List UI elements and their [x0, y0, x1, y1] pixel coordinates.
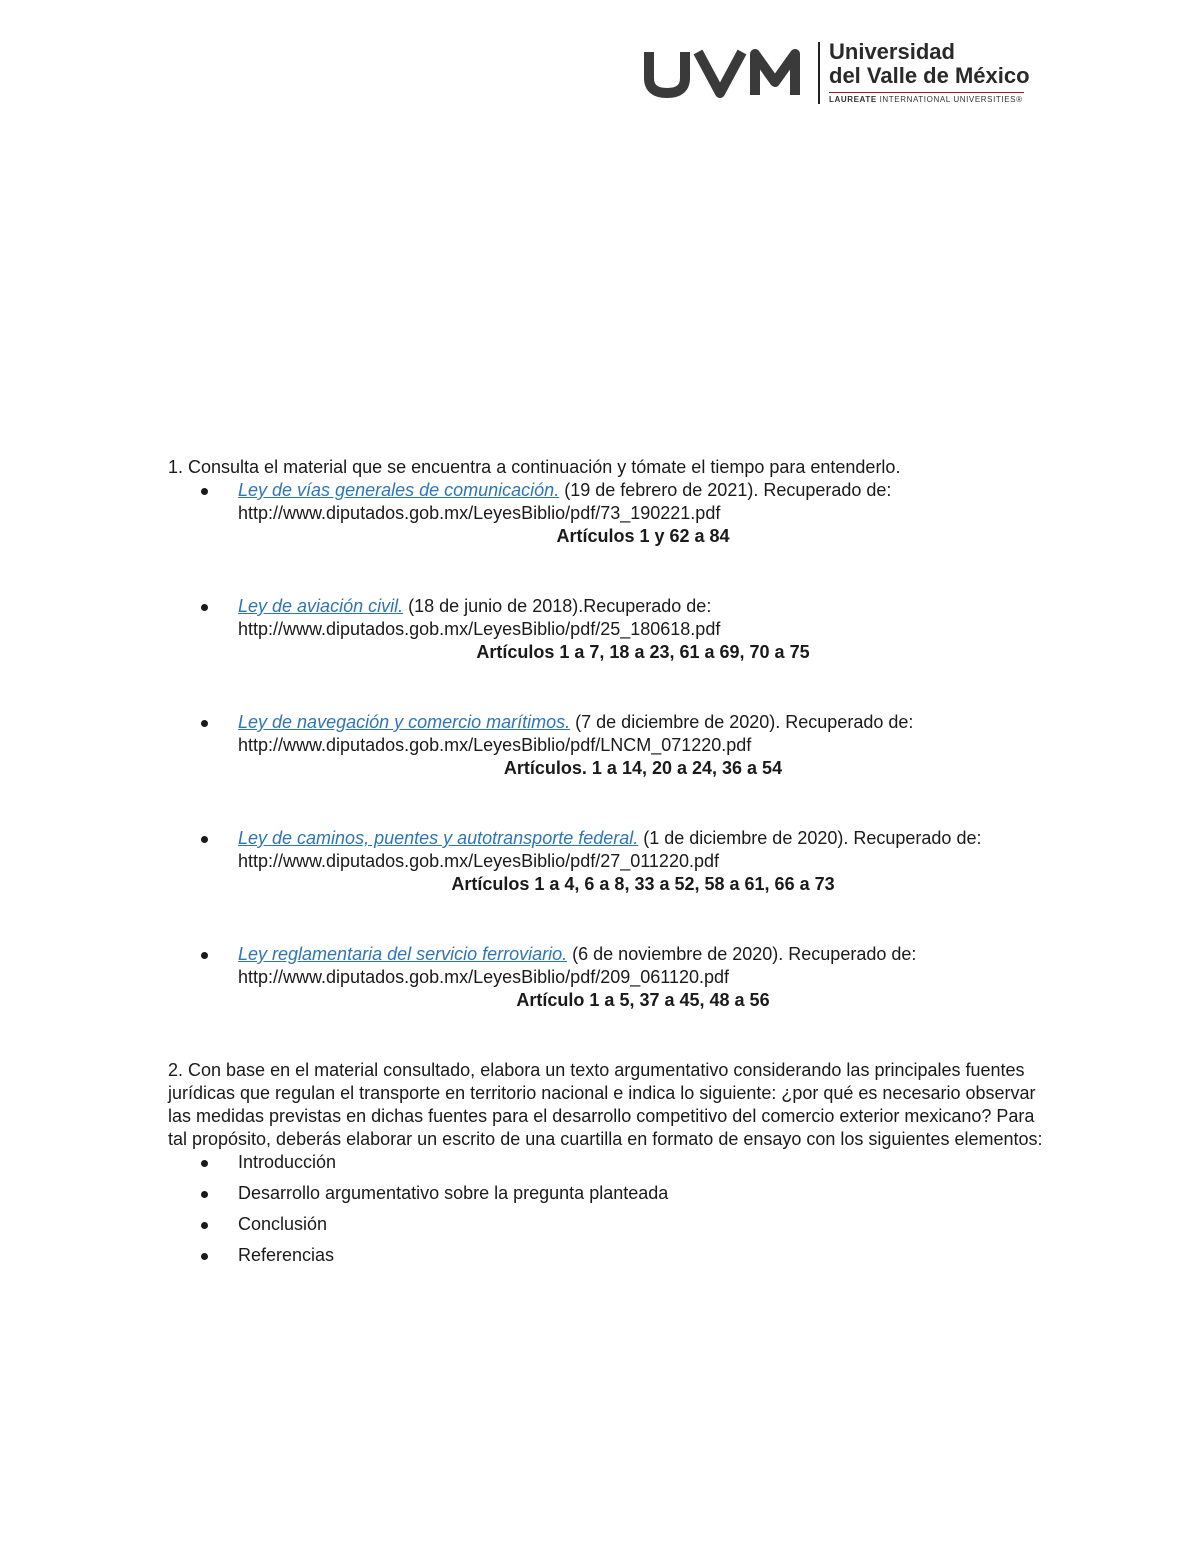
university-logo	[642, 40, 1042, 110]
bullet-icon	[201, 488, 208, 495]
resource-articles: Artículos. 1 a 14, 20 a 24, 36 a 54	[503, 758, 783, 778]
resource-meta: (19 de febrero de 2021). Recuperado de:	[559, 480, 892, 500]
laureate-tag-bold: LAUREATE	[829, 95, 877, 104]
bullet-icon	[201, 952, 208, 959]
resource-meta: (18 de junio de 2018).Recuperado de:	[403, 596, 712, 616]
section2-instructions: 2. Con base en el material consultado, elabora un texto argumentativo considerando las principales fuentes jurídicas que regulan el transporte en territorio nacional e indica lo siguiente: ¿por qué es necesario observar las medidas previstas en dichas fuentes para el desarrollo competitivo del comercio exterior mexicano? Para tal propósito, deberás elaborar un escrito de una cuartilla en formato de ensayo con los siguientes elementos:	[168, 1060, 1043, 1149]
bullet-icon	[201, 1191, 208, 1198]
list-item	[168, 1182, 1048, 1205]
essay-element-label: Introducción	[238, 1152, 337, 1172]
list-item	[168, 1244, 1048, 1267]
resource-item	[168, 943, 1048, 1012]
resource-item	[168, 479, 1048, 548]
bullet-icon	[201, 604, 208, 611]
bullet-icon	[201, 1160, 208, 1167]
essay-element-label: Referencias	[238, 1245, 335, 1265]
resource-articles: Artículos 1 a 4, 6 a 8, 33 a 52, 58 a 61, 66 a 73	[451, 874, 835, 894]
essay-elements-list	[168, 1151, 1048, 1267]
laureate-tagline	[829, 95, 1023, 104]
law-link[interactable]: Ley de caminos, puentes y autotransporte federal.	[238, 828, 639, 848]
university-name	[829, 40, 1030, 88]
university-name-line1: Universidad	[829, 39, 955, 64]
university-name-line2: del Valle de México	[829, 63, 1030, 88]
resource-url: http://www.diputados.gob.mx/LeyesBiblio/pdf/27_011220.pdf	[238, 851, 719, 871]
document-body	[168, 456, 1048, 1267]
resource-list	[168, 479, 1048, 1012]
resource-articles: Artículos 1 y 62 a 84	[556, 526, 730, 546]
bullet-icon	[201, 1222, 208, 1229]
law-link[interactable]: Ley de aviación civil.	[238, 596, 404, 616]
resource-url: http://www.diputados.gob.mx/LeyesBiblio/pdf/73_190221.pdf	[238, 503, 721, 523]
section1-intro: 1. Consulta el material que se encuentra a continuación y tómate el tiempo para entenderlo.	[168, 457, 901, 477]
list-item	[168, 1151, 1048, 1174]
resource-item	[168, 827, 1048, 896]
resource-articles: Artículo 1 a 5, 37 a 45, 48 a 56	[516, 990, 770, 1010]
resource-articles: Artículos 1 a 7, 18 a 23, 61 a 69, 70 a 75	[476, 642, 810, 662]
law-link[interactable]: Ley de navegación y comercio marítimos.	[238, 712, 571, 732]
logo-separator	[818, 42, 820, 104]
resource-url: http://www.diputados.gob.mx/LeyesBiblio/pdf/25_180618.pdf	[238, 619, 721, 639]
essay-element-label: Desarrollo argumentativo sobre la pregunta planteada	[238, 1183, 669, 1203]
resource-meta: (7 de diciembre de 2020). Recuperado de:	[570, 712, 914, 732]
laureate-tag-rest: INTERNATIONAL UNIVERSITIES®	[876, 95, 1023, 104]
uvm-logo-mark	[642, 48, 802, 98]
essay-element-label: Conclusión	[238, 1214, 328, 1234]
bullet-icon	[201, 836, 208, 843]
resource-item	[168, 711, 1048, 780]
resource-url: http://www.diputados.gob.mx/LeyesBiblio/pdf/209_061120.pdf	[238, 967, 730, 987]
bullet-icon	[201, 720, 208, 727]
resource-url: http://www.diputados.gob.mx/LeyesBiblio/pdf/LNCM_071220.pdf	[238, 735, 752, 755]
bullet-icon	[201, 1253, 208, 1260]
law-link[interactable]: Ley de vías generales de comunicación.	[238, 480, 560, 500]
resource-meta: (6 de noviembre de 2020). Recuperado de:	[567, 944, 917, 964]
logo-accent-rule	[829, 92, 1024, 93]
resource-meta: (1 de diciembre de 2020). Recuperado de:	[638, 828, 982, 848]
list-item	[168, 1213, 1048, 1236]
resource-item	[168, 595, 1048, 664]
law-link[interactable]: Ley reglamentaria del servicio ferroviario.	[238, 944, 568, 964]
